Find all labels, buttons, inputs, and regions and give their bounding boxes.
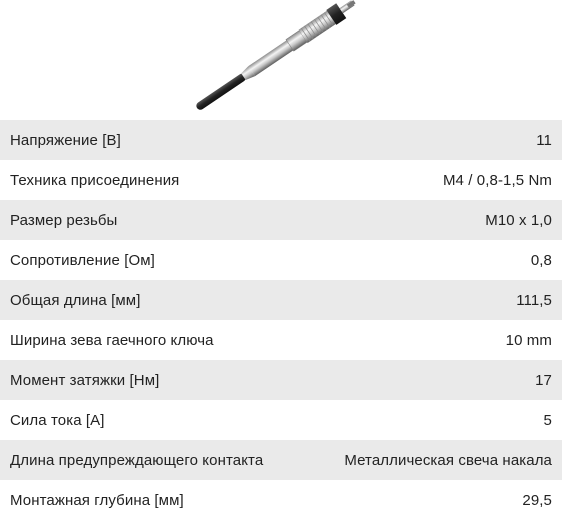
- spec-row: [0, 240, 562, 280]
- spec-label: Напряжение [В]: [10, 131, 121, 149]
- spec-row: [0, 120, 562, 160]
- spec-value: 5: [543, 411, 552, 429]
- spec-row: [0, 280, 562, 320]
- spec-row: [0, 440, 562, 480]
- spec-row: [0, 360, 562, 400]
- spec-label: Размер резьбы: [10, 211, 118, 229]
- spec-label: Общая длина [мм]: [10, 291, 141, 309]
- spec-value: M10 x 1,0: [485, 211, 552, 229]
- spec-label: Сила тока [А]: [10, 411, 105, 429]
- spec-value: 17: [535, 371, 552, 389]
- spec-value: Металлическая свеча накала: [344, 451, 552, 469]
- spec-value: 29,5: [522, 491, 552, 509]
- product-image-area: [0, 0, 562, 120]
- spec-table: [0, 120, 562, 520]
- spec-label: Ширина зева гаечного ключа: [10, 331, 214, 349]
- spec-row: [0, 480, 562, 520]
- spec-row: [0, 200, 562, 240]
- spec-value: 10 mm: [505, 331, 552, 349]
- spec-value: 111,5: [516, 291, 552, 309]
- spec-label: Длина предупреждающего контакта: [10, 451, 264, 469]
- spec-row: [0, 400, 562, 440]
- spec-label: Момент затяжки [Нм]: [10, 371, 160, 389]
- glow-plug-image: [185, 0, 385, 118]
- spec-label: Сопротивление [Ом]: [10, 251, 155, 269]
- spec-label: Монтажная глубина [мм]: [10, 491, 184, 509]
- spec-row: [0, 320, 562, 360]
- spec-value: 11: [536, 131, 552, 149]
- spec-label: Техника присоединения: [10, 171, 180, 189]
- spec-value: M4 / 0,8-1,5 Nm: [442, 171, 552, 189]
- spec-value: 0,8: [530, 251, 552, 269]
- spec-row: [0, 160, 562, 200]
